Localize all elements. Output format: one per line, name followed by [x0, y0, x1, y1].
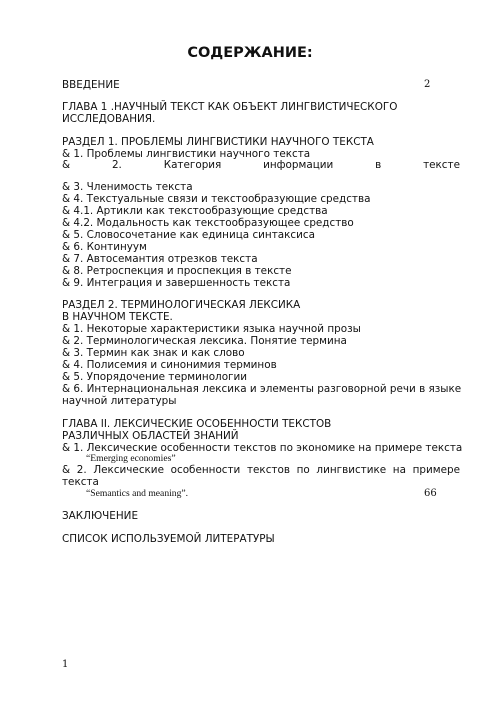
toc-chapter2-item2: [62, 464, 460, 476]
toc-chapter2-line2: РАЗЛИЧНЫХ ОБЛАСТЕЙ ЗНАНИЙ: [62, 430, 239, 442]
toc-section2-item2: & 2. Терминологическая лексика. Понятие термина: [62, 335, 347, 347]
toc-section2-item1: & 1. Некоторые характеристики языка научной прозы: [62, 323, 361, 335]
toc-word: тексте: [423, 159, 460, 171]
toc-section1-item3: & 3. Членимость текста: [62, 181, 193, 193]
toc-word: &: [62, 159, 71, 171]
toc-word: 2.: [76, 464, 87, 476]
toc-word: по: [296, 464, 310, 476]
toc-word: текстов: [246, 464, 290, 476]
toc-conclusion: ЗАКЛЮЧЕНИЕ: [62, 510, 139, 522]
toc-section1-item9: & 9. Интеграция и завершенность текста: [62, 277, 291, 289]
toc-section2-item3: & 3. Термин как знак и как слово: [62, 347, 245, 359]
toc-section1-item5: & 5. Словосочетание как единица синтаксиса: [62, 229, 315, 241]
toc-chapter2-item2-page: 66: [424, 488, 437, 499]
toc-word: Лексические: [93, 464, 164, 476]
toc-chapter1-line1: ГЛАВА 1 .НАУЧНЫЙ ТЕКСТ КАК ОБЪЕКТ ЛИНГВИСТИЧЕСКОГО: [62, 101, 398, 113]
toc-section1-item6: & 6. Континуум: [62, 241, 147, 253]
toc-section2-item5: & 5. Упорядочение терминологии: [62, 371, 248, 383]
toc-bibliography: СПИСОК ИСПОЛЬЗУЕМОЙ ЛИТЕРАТУРЫ: [62, 533, 275, 545]
toc-word: лингвистике: [316, 464, 387, 476]
toc-chapter2-item1: & 1. Лексические особенности текстов по экономике на примере текста: [62, 442, 463, 454]
toc-section2-heading1: РАЗДЕЛ 2. ТЕРМИНОЛОГИЧЕСКАЯ ЛЕКСИКА: [62, 299, 301, 311]
toc-section1-item8: & 8. Ретроспекция и проспекция в тексте: [62, 265, 292, 277]
toc-section1-item4: & 4. Текстуальные связи и текстообразующие средства: [62, 193, 371, 205]
toc-section1-item2: [62, 159, 460, 171]
toc-section2-item4: & 4. Полисемия и синонимия терминов: [62, 359, 277, 371]
toc-chapter2-item2-cont: текста: [62, 476, 99, 488]
toc-section1-item7: & 7. Автосемантия отрезков текста: [62, 253, 258, 265]
toc-section1-item4-2: & 4.2. Модальность как текстообразующее средство: [62, 217, 354, 229]
toc-word: &: [62, 464, 71, 476]
page-title: СОДЕРЖАНИЕ:: [187, 45, 313, 61]
toc-word: информации: [263, 159, 334, 171]
toc-word: особенности: [170, 464, 241, 476]
toc-section2-item6-cont: научной литературы: [62, 395, 177, 407]
toc-word: в: [375, 159, 382, 171]
toc-chapter1-line2: ИССЛЕДОВАНИЯ.: [62, 113, 156, 125]
toc-section2-item6: & 6. Интернациональная лексика и элементы разговорной речи в языке: [62, 383, 462, 395]
toc-word: на: [392, 464, 406, 476]
toc-chapter2-item2-note: “Semantics and meaning”.: [86, 488, 189, 499]
toc-section1-heading: РАЗДЕЛ 1. ПРОБЛЕМЫ ЛИНГВИСТИКИ НАУЧНОГО ТЕКСТА: [62, 136, 374, 148]
toc-word: примере: [412, 464, 460, 476]
toc-chapter2-line1: ГЛАВА II. ЛЕКСИЧЕСКИЕ ОСОБЕННОСТИ ТЕКСТОВ: [62, 418, 332, 430]
toc-intro-page: 2: [424, 79, 431, 90]
toc-section1-item4-1: & 4.1. Артикли как текстообразующие средства: [62, 205, 328, 217]
toc-word: Категория: [163, 159, 222, 171]
footer-page-number: 1: [62, 659, 69, 670]
toc-chapter2-item1-note: “Emerging economies”: [86, 453, 176, 464]
toc-section2-heading2: В НАУЧНОМ ТЕКСТЕ.: [62, 311, 173, 323]
toc-word: 2.: [111, 159, 122, 171]
toc-intro: ВВЕДЕНИЕ: [62, 79, 120, 91]
toc-section1-item1: & 1. Проблемы лингвистики научного текста: [62, 148, 311, 160]
